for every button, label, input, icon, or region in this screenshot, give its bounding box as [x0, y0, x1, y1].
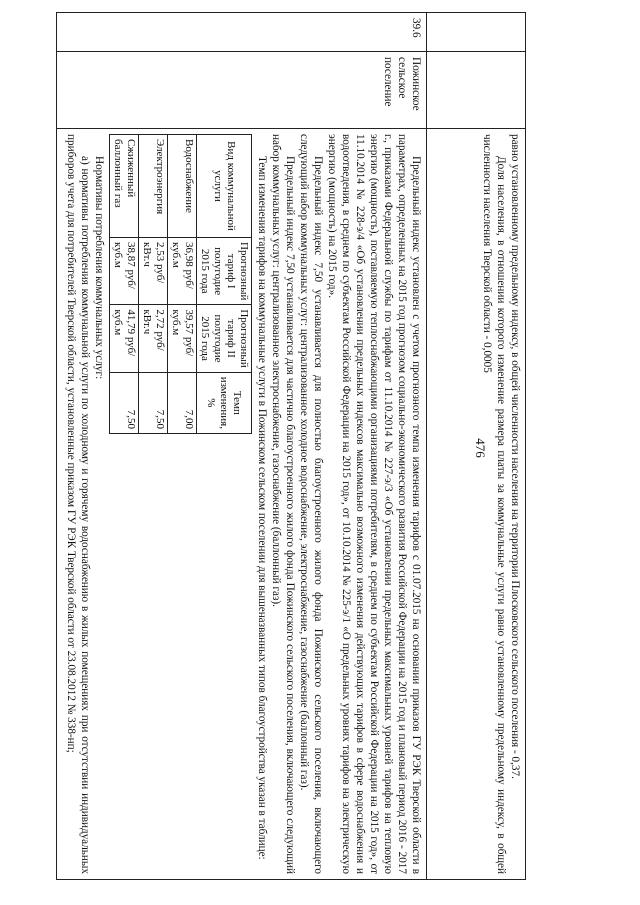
- rotated-page: [56, 12, 526, 880]
- header-cell: Темп изменения, %: [197, 372, 252, 433]
- text-cell: [57, 129, 427, 880]
- tariff-h2: 39,57 руб/куб.м: [168, 305, 197, 372]
- tariff-h1: 2,53 руб/кВт.ч: [139, 238, 168, 305]
- paragraph: Нормативы потребления коммунальных услуг:: [93, 156, 105, 380]
- name-cell: Пожинское сельское поселение: [57, 52, 427, 129]
- change-rate: 7,00: [168, 372, 197, 433]
- main-table: [56, 12, 526, 880]
- tariff-h2: 41,79 руб/куб.м: [110, 305, 139, 372]
- service-name: Водоснабжение: [168, 135, 197, 238]
- header-cell: Прогнозный тариф II полугодие 2015 года: [197, 305, 252, 372]
- text-cell: [427, 129, 526, 880]
- service-name: Электроэнергия: [139, 135, 168, 238]
- change-rate: 7,50: [139, 372, 168, 433]
- name-cell: [427, 52, 526, 129]
- tariff-h2: 2,72 руб/кВт.ч: [139, 305, 168, 372]
- header-cell: Вид коммунальной услуги: [197, 135, 252, 238]
- tariff-row: [110, 135, 139, 434]
- tariff-header-row: [197, 135, 252, 434]
- number-cell: [427, 13, 526, 52]
- paragraph: равно установленному предельному индексу, в общей численности населения на территории Плосковского сельского поселения - 0,37.: [509, 134, 521, 779]
- table-row: [57, 13, 427, 880]
- tariff-h1: 38,87 руб/куб.м: [110, 238, 139, 305]
- table-row: [427, 13, 526, 880]
- paragraph: Предельный индекс 7,50 устанавливается для частично благоустроенного жилого фонда Пожинского сельского поселения, включающего следующий набор коммунальных услуг: централизованное электроснабжение, газоснабжение (баллонный газ).: [270, 134, 296, 874]
- paragraph: Доля населения, в отношении которого изменение размера платы за коммунальные услуги равно установленному предельному индексу, в общей численности населения Тверской области - 0,0005: [481, 134, 507, 874]
- page-number: 476: [472, 438, 488, 458]
- paragraph: Предельный индекс установлен с учетом прогнозного темпа изменения тарифов с 01.07.2015 на основании приказов ГУ РЭК Тверской области в параметрах, определенных на 2015 год прогнозом социально-экономического развития Российской Федерации на 2015 год и плановый период 2016 - 2017 г., приказами Федеральной службы по тарифам от 11.10.2014 № 227-э/3 «Об установлении предельных максимальных уровней тарифов на тепловую энергию (мощность), поставляемую теплоснабжающими организациями потребителям, в среднем по субъектам Российской Федерации на 2015 год», от 11.10.2014 № 228-э/4 «Об установлении предельных индексов максимально возможного изменения действующих тарифов в сфере водоснабжения и водоотведения, в среднем по субъектам Российской Федерации на 2015 год», от 10.10.2014 № 225-э/1 «О предельных уровнях тарифов на электрическую энергию (мощность) на 2015 год».: [326, 134, 422, 874]
- header-cell: Прогнозный тариф I полугодие 2015 года: [197, 238, 252, 305]
- tariff-table: [109, 134, 252, 434]
- tariff-row: [168, 135, 197, 434]
- paragraph: Предельный индекс 7,50 устанавливается для полностью благоустроенного жилого фонда Пожинского сельского поселения, включающего следующий набор коммунальных услуг: централизованное холодное водоснабжение, электроснабжение, газоснабжение (баллонный газ).: [298, 134, 324, 874]
- number-cell: 39.6: [57, 13, 427, 52]
- service-name: Сжиженный баллонный газ: [110, 135, 139, 238]
- paragraph: Темп изменения тарифов на коммунальные услуги в Пожинском сельском поселении для вышеназванных типов благоустройства указан в таблице:: [256, 156, 268, 860]
- tariff-h1: 36,98 руб/куб.м: [168, 238, 197, 305]
- paragraph: а) нормативы потребления коммунальной услуги по холодному и горячему водоснабжению в жилых помещениях при отсутствии индивидуальных приборов учета для потребителей Тверской области, установленные приказом ГУ РЭК Тверской области от 23.08.2012 № 338-нп;: [65, 134, 91, 874]
- tariff-row: [139, 135, 168, 434]
- change-rate: 7,50: [110, 372, 139, 433]
